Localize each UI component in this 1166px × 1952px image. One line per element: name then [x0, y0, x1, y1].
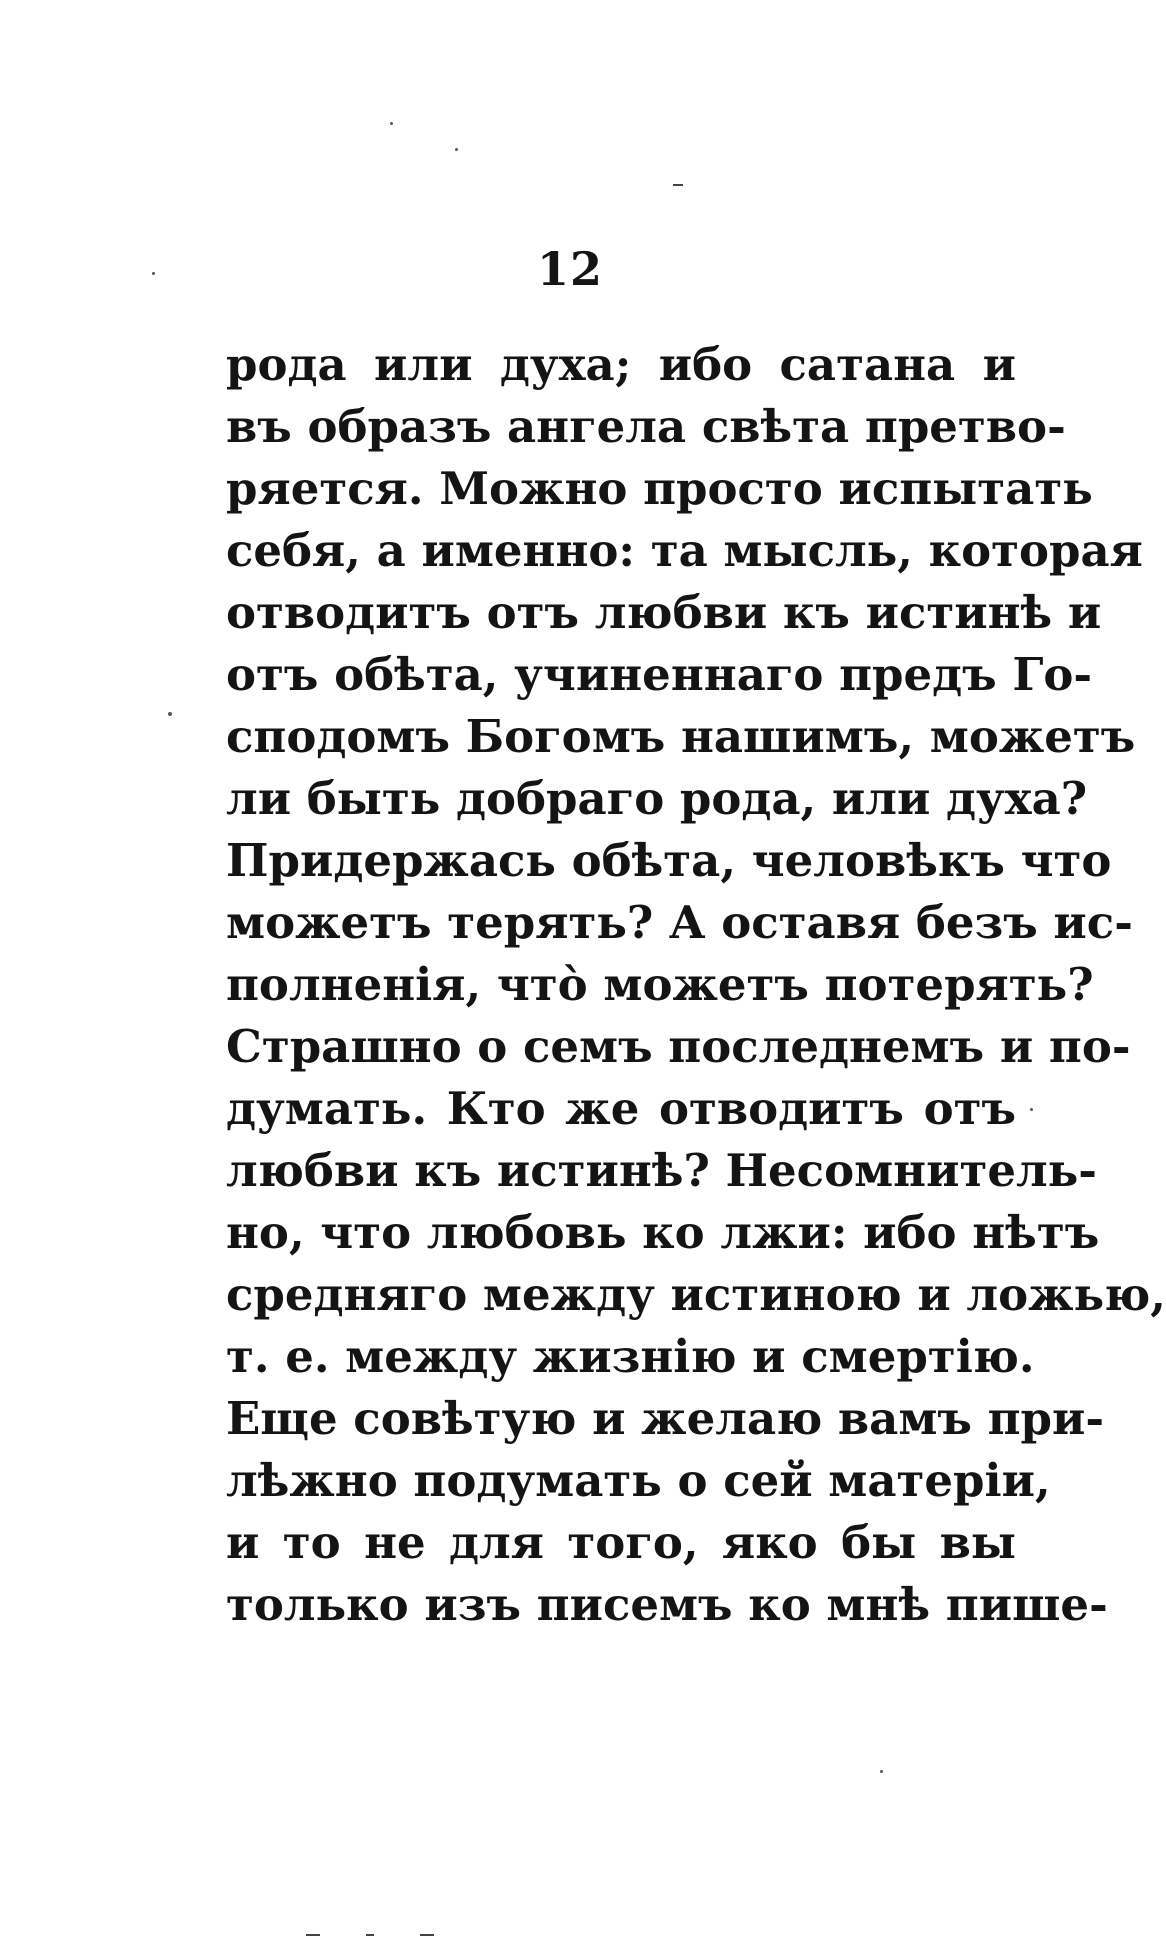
- text-line: отводитъ отъ любви къ истинѣ и: [226, 586, 1102, 639]
- text-line: Придержась обѣта, человѣкъ что: [226, 834, 1112, 887]
- text-line: любви къ истинѣ? Несомнитель-: [226, 1144, 1097, 1197]
- scan-speck: [390, 122, 393, 125]
- text-line: лѣжно подумать о сей матеріи,: [226, 1454, 1051, 1507]
- body-text: [226, 334, 1166, 1636]
- scan-speck: [152, 272, 155, 275]
- text-line: отъ обѣта, учиненнаго предъ Го-: [226, 648, 1093, 701]
- scan-speck: [673, 184, 683, 186]
- text-line: только изъ писемъ ко мнѣ пише-: [226, 1578, 1108, 1631]
- text-line: Еще совѣтую и желаю вамъ при-: [226, 1392, 1105, 1445]
- text-line: себя, а именно: та мысль, которая: [226, 524, 1143, 577]
- text-line: Страшно о семъ последнемъ и по-: [226, 1020, 1131, 1073]
- text-line: и то не для того, яко бы вы: [226, 1516, 1016, 1569]
- text-line: въ образъ ангела свѣта претво-: [226, 400, 1066, 453]
- text-line: полненія, что̀ можетъ потерять?: [226, 958, 1094, 1011]
- text-line: ряется. Можно просто испытать: [226, 462, 1093, 515]
- text-line: думать. Кто же отводитъ отъ: [226, 1082, 1016, 1135]
- scan-speck: [168, 712, 172, 716]
- scan-speck: [366, 1934, 374, 1936]
- text-line: но, что любовь ко лжи: ибо нѣтъ: [226, 1206, 1100, 1259]
- page-number: 12: [536, 242, 603, 296]
- text-line: средняго между истиною и ложью,: [226, 1268, 1166, 1321]
- text-line: можетъ терять? А оставя безъ ис-: [226, 896, 1133, 949]
- scan-speck: [455, 148, 458, 151]
- scan-speck: [880, 1770, 883, 1773]
- text-line: т. е. между жизнію и смертію.: [226, 1330, 1035, 1383]
- text-line: сподомъ Богомъ нашимъ, можетъ: [226, 710, 1136, 763]
- scan-speck: [420, 1934, 434, 1936]
- text-line: ли быть добраго рода, или духа?: [226, 772, 1088, 825]
- text-line: рода или духа; ибо сатана и: [226, 338, 1016, 391]
- scan-speck: [1030, 1108, 1033, 1111]
- scan-speck: [306, 1934, 320, 1936]
